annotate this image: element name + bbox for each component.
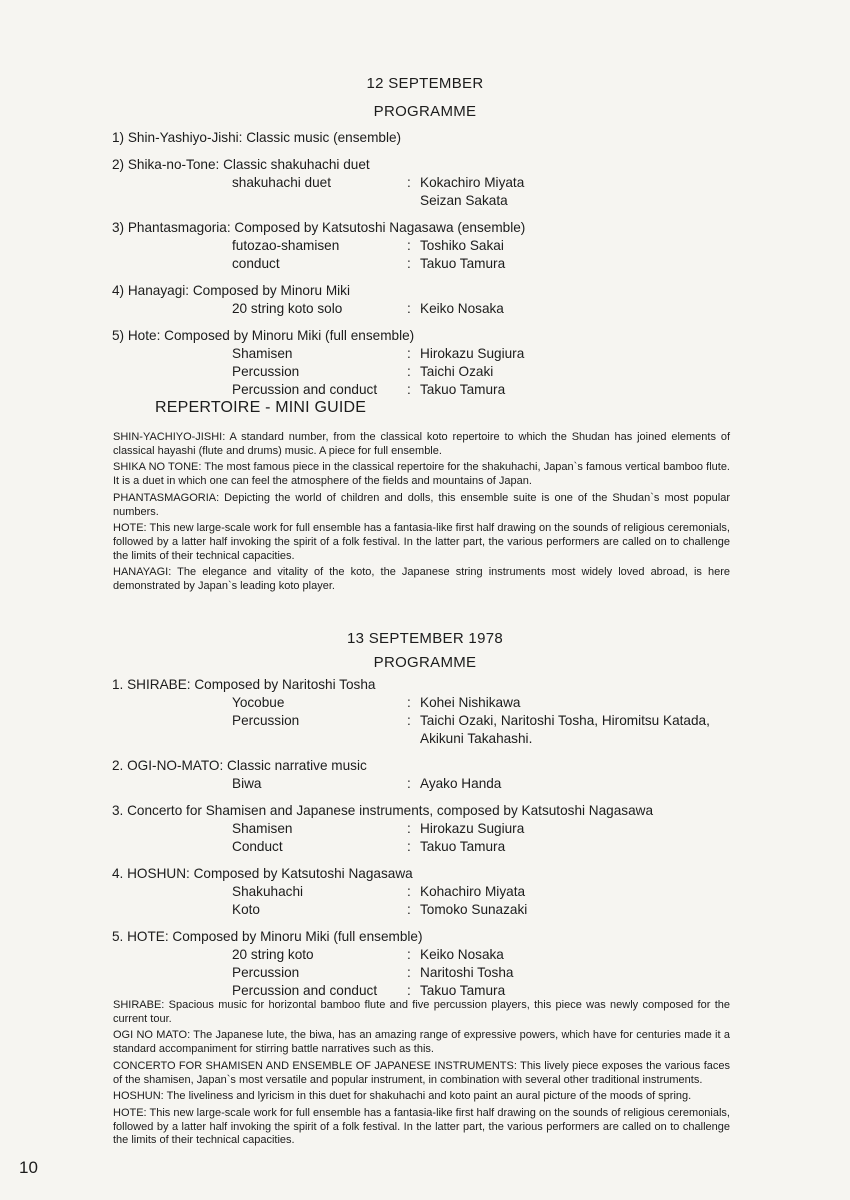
performer-role: Shakuhachi bbox=[232, 884, 304, 899]
performer-names bbox=[420, 775, 752, 793]
date-heading-sept13: 13 SEPTEMBER 1978 bbox=[346, 630, 503, 647]
performer-name: Kohei Nishikawa bbox=[420, 695, 521, 710]
performer-name: Takuo Tamura bbox=[420, 983, 506, 998]
performer-name: Takuo Tamura bbox=[420, 382, 506, 397]
performer-role: Shamisen bbox=[232, 346, 293, 361]
colon-separator: : bbox=[407, 947, 411, 962]
programme-item bbox=[112, 802, 752, 856]
programme-item-title: 2. OGI-NO-MATO: Classic narrative music bbox=[112, 758, 367, 773]
programme-item-title: 5. HOTE: Composed by Minoru Miki (full ensemble) bbox=[112, 929, 423, 944]
performer-role: Koto bbox=[232, 902, 260, 917]
date-heading-sept12: 12 SEPTEMBER bbox=[366, 75, 484, 92]
performer-name: Taichi Ozaki bbox=[420, 364, 494, 379]
performer-name: Takuo Tamura bbox=[420, 256, 506, 271]
performer-name: Taichi Ozaki, Naritoshi Tosha, Hiromitsu Katada, bbox=[420, 713, 710, 728]
performer-role: shakuhachi duet bbox=[232, 175, 332, 190]
performer-names bbox=[420, 381, 752, 399]
repertoire-note: SHIKA NO TONE: The most famous piece in the classical repertoire for the shakuhachi, Japan`s famous vertical bamboo flute. It is a duet in which one can feel the atmosphere of the fields and mountains of Japan. bbox=[113, 461, 730, 488]
performer-names bbox=[420, 712, 752, 748]
performer-role: Percussion bbox=[232, 713, 300, 728]
colon-separator: : bbox=[407, 256, 411, 271]
performer-names bbox=[420, 174, 752, 210]
performer-name: Tomoko Sunazaki bbox=[420, 902, 528, 917]
performer-role: 20 string koto solo bbox=[232, 301, 343, 316]
performer-row bbox=[112, 174, 752, 210]
performer-row bbox=[112, 345, 752, 363]
colon-separator: : bbox=[407, 965, 411, 980]
performer-role: Conduct bbox=[232, 839, 283, 854]
performer-role: Yocobue bbox=[232, 695, 285, 710]
performer-name: Akikuni Takahashi. bbox=[420, 731, 533, 746]
performer-row bbox=[112, 381, 752, 399]
repertoire-note: SHIRABE: Spacious music for horizontal bamboo flute and five percussion players, this piece was newly composed for the current tour. bbox=[113, 999, 730, 1025]
performer-names bbox=[420, 883, 752, 901]
performer-name: Naritoshi Tosha bbox=[420, 965, 514, 980]
performer-role: Biwa bbox=[232, 776, 262, 791]
programme-heading-sept12: PROGRAMME bbox=[373, 103, 477, 120]
repertoire-notes-sept13 bbox=[113, 999, 730, 1151]
performer-name: Toshiko Sakai bbox=[420, 238, 504, 253]
programme-item bbox=[112, 865, 752, 919]
performer-names bbox=[420, 694, 752, 712]
repertoire-note: CONCERTO FOR SHAMISEN AND ENSEMBLE OF JAPANESE INSTRUMENTS: This lively piece exposes the various faces of the shamisen, Japan`s most versatile and popular instrument, in combination with several other traditional instruments. bbox=[113, 1059, 730, 1086]
performer-row bbox=[112, 946, 752, 964]
performer-names bbox=[420, 345, 752, 363]
programme-item bbox=[112, 219, 752, 273]
programme-list-sept13 bbox=[112, 676, 752, 1009]
repertoire-note: SHIN-YACHIYO-JISHI: A standard number, from the classical koto repertoire to which the Shudan has joined elements of classical hayashi (flute and drums) music. A piece for full ensemble. bbox=[113, 431, 730, 457]
performer-names bbox=[420, 255, 752, 273]
performer-names bbox=[420, 946, 752, 964]
programme-item-title: 4. HOSHUN: Composed by Katsutoshi Nagasawa bbox=[112, 866, 413, 881]
performer-names bbox=[420, 964, 752, 982]
performer-names bbox=[420, 363, 752, 381]
programme-item-title: 5) Hote: Composed by Minoru Miki (full ensemble) bbox=[112, 328, 415, 343]
performer-role: Percussion and conduct bbox=[232, 382, 378, 397]
performer-name: Kokachiro Miyata bbox=[420, 175, 525, 190]
performer-name: Ayako Handa bbox=[420, 776, 502, 791]
performer-names bbox=[420, 820, 752, 838]
performer-role: Percussion and conduct bbox=[232, 983, 378, 998]
performer-row bbox=[112, 883, 752, 901]
performer-row bbox=[112, 820, 752, 838]
performer-role: Shamisen bbox=[232, 821, 293, 836]
performer-row bbox=[112, 694, 752, 712]
performer-role: conduct bbox=[232, 256, 280, 271]
performer-row bbox=[112, 363, 752, 381]
colon-separator: : bbox=[407, 382, 411, 397]
colon-separator: : bbox=[407, 238, 411, 253]
performer-name: Takuo Tamura bbox=[420, 839, 506, 854]
performer-names bbox=[420, 237, 752, 255]
programme-item bbox=[112, 282, 752, 318]
programme-heading-sept13: PROGRAMME bbox=[373, 654, 477, 671]
performer-row bbox=[112, 838, 752, 856]
repertoire-notes-sept12 bbox=[113, 431, 730, 597]
repertoire-guide-title: REPERTOIRE - MINI GUIDE bbox=[155, 399, 367, 416]
colon-separator: : bbox=[407, 301, 411, 316]
performer-row bbox=[112, 982, 752, 1000]
performer-name: Keiko Nosaka bbox=[420, 301, 504, 316]
performer-name: Seizan Sakata bbox=[420, 193, 508, 208]
programme-item bbox=[112, 156, 752, 210]
programme-item bbox=[112, 327, 752, 399]
performer-row bbox=[112, 775, 752, 793]
programme-item-title: 2) Shika-no-Tone: Classic shakuhachi duet bbox=[112, 157, 370, 172]
performer-names bbox=[420, 982, 752, 1000]
performer-names bbox=[420, 901, 752, 919]
colon-separator: : bbox=[407, 346, 411, 361]
performer-role: 20 string koto bbox=[232, 947, 314, 962]
performer-names bbox=[420, 300, 752, 318]
colon-separator: : bbox=[407, 776, 411, 791]
colon-separator: : bbox=[407, 695, 411, 710]
programme-item-title: 1) Shin-Yashiyo-Jishi: Classic music (ensemble) bbox=[112, 130, 402, 145]
repertoire-note: OGI NO MATO: The Japanese lute, the biwa, has an amazing range of expressive powers, which have for centuries made it a standard accompaniment for stirring battle narratives such as this. bbox=[113, 1029, 730, 1056]
programme-item-title: 3) Phantasmagoria: Composed by Katsutoshi Nagasawa (ensemble) bbox=[112, 220, 526, 235]
performer-row bbox=[112, 255, 752, 273]
performer-row bbox=[112, 964, 752, 982]
performer-role: futozao-shamisen bbox=[232, 238, 340, 253]
performer-name: Kohachiro Miyata bbox=[420, 884, 526, 899]
colon-separator: : bbox=[407, 175, 411, 190]
programme-item bbox=[112, 129, 752, 147]
performer-name: Keiko Nosaka bbox=[420, 947, 504, 962]
performer-row bbox=[112, 712, 752, 748]
colon-separator: : bbox=[407, 902, 411, 917]
colon-separator: : bbox=[407, 983, 411, 998]
colon-separator: : bbox=[407, 364, 411, 379]
colon-separator: : bbox=[407, 821, 411, 836]
repertoire-note: HOSHUN: The liveliness and lyricism in this duet for shakuhachi and koto paint an aural picture of the moods of spring. bbox=[113, 1090, 692, 1103]
performer-row bbox=[112, 901, 752, 919]
programme-item bbox=[112, 676, 752, 748]
programme-item-title: 3. Concerto for Shamisen and Japanese instruments, composed by Katsutoshi Nagasawa bbox=[112, 803, 654, 818]
colon-separator: : bbox=[407, 884, 411, 899]
programme-item bbox=[112, 757, 752, 793]
repertoire-note: PHANTASMAGORIA: Depicting the world of children and dolls, this ensemble suite is one of the Shudan`s most popular numbers. bbox=[113, 491, 730, 518]
programme-item-title: 1. SHIRABE: Composed by Naritoshi Tosha bbox=[112, 677, 376, 692]
performer-row bbox=[112, 237, 752, 255]
performer-row bbox=[112, 300, 752, 318]
repertoire-note: HOTE: This new large-scale work for full ensemble has a fantasia-like first half drawing on the sounds of religious ceremonials, followed by a latter half invoking the spirit of a folk festival. In the latter part, the various performers are called on to challenge the limits of their technical capacities. bbox=[113, 1106, 730, 1147]
programme-list-sept12 bbox=[112, 129, 752, 408]
page-number: 10 bbox=[19, 1158, 38, 1177]
colon-separator: : bbox=[407, 839, 411, 854]
performer-names bbox=[420, 838, 752, 856]
programme-item bbox=[112, 928, 752, 1000]
colon-separator: : bbox=[407, 713, 411, 728]
performer-role: Percussion bbox=[232, 965, 300, 980]
performer-name: Hirokazu Sugiura bbox=[420, 346, 525, 361]
performer-name: Hirokazu Sugiura bbox=[420, 821, 525, 836]
performer-role: Percussion bbox=[232, 364, 300, 379]
repertoire-note: HANAYAGI: The elegance and vitality of the koto, the Japanese string instruments most widely loved abroad, is here demonstrated by Japan`s leading koto player. bbox=[113, 566, 730, 593]
repertoire-note: HOTE: This new large-scale work for full ensemble has a fantasia-like first half drawing on the sounds of religious ceremonials, followed by a latter half invoking the spirit of a folk festival. In the latter part, the various performers are called on to challenge the limits of their technical capacities. bbox=[113, 522, 730, 562]
programme-item-title: 4) Hanayagi: Composed by Minoru Miki bbox=[112, 283, 350, 298]
